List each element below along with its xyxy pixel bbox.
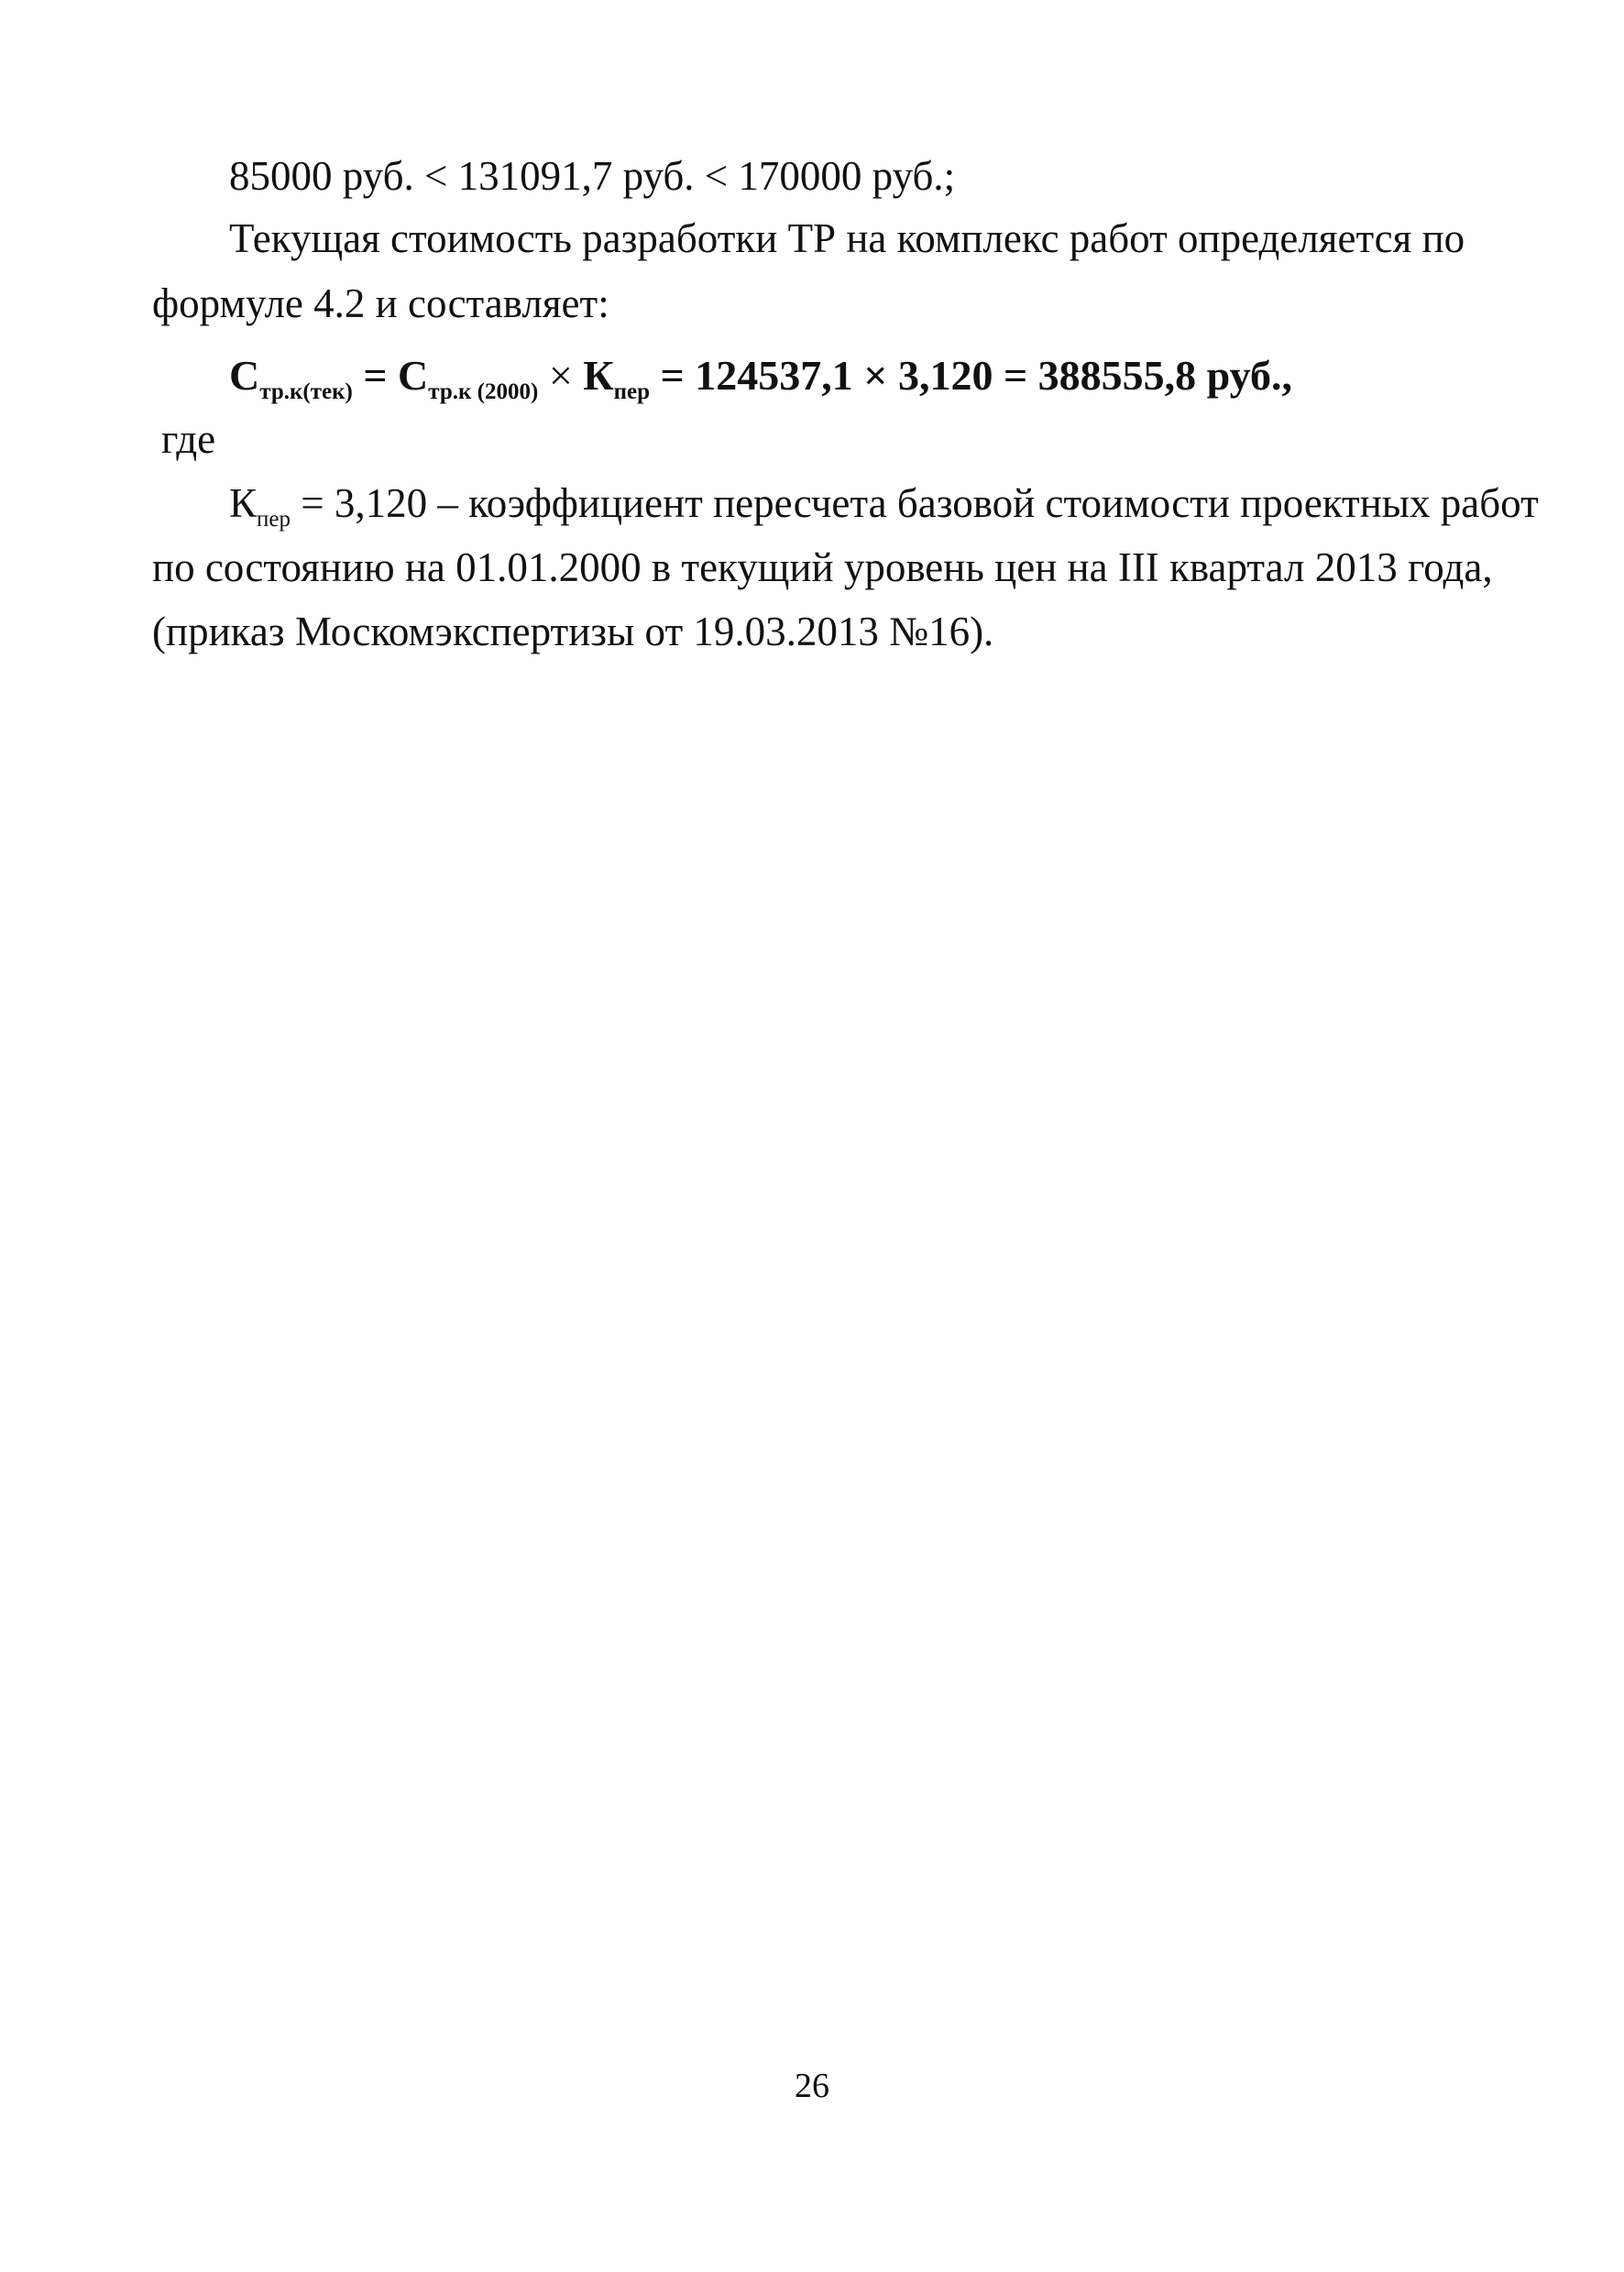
paragraph-line-1: Текущая стоимость разработки ТР на комплекс работ определяется по	[229, 215, 1465, 261]
formula-equals: =	[352, 352, 399, 399]
coefficient-line-3: (приказ Москомэкспертизы от 19.03.2013 №16).	[152, 609, 994, 654]
formula-c-base-sub: тр.к (2000)	[428, 379, 539, 404]
formula-k-sub: пер	[613, 379, 651, 404]
formula-times: ×	[538, 352, 584, 399]
formula-c-current: С	[229, 352, 260, 399]
coefficient-line-2: по состоянию на 01.01.2000 в текущий уровень цен на III квартал 2013 года,	[152, 544, 1493, 590]
formula	[229, 352, 1293, 404]
formula-c-base: С	[398, 352, 429, 399]
formula-result: = 124537,1 × 3,120 = 388555,8 руб.,	[650, 352, 1293, 399]
page-number: 26	[795, 2067, 829, 2105]
formula-c-current-sub: тр.к(тек)	[259, 379, 353, 404]
coefficient-k-sub: пер	[257, 507, 291, 532]
paragraph-line-2: формуле 4.2 и составляет:	[152, 280, 609, 326]
where-word: где	[161, 416, 216, 462]
coefficient-description: = 3,120 – коэффициент пересчета базовой стоимости проектных работ	[291, 480, 1539, 526]
coefficient-line-1	[229, 480, 1539, 532]
coefficient-k: К	[229, 480, 258, 526]
formula-k: К	[583, 352, 614, 399]
inequality-line: 85000 руб. < 131091,7 руб. < 170000 руб.;	[229, 153, 956, 199]
